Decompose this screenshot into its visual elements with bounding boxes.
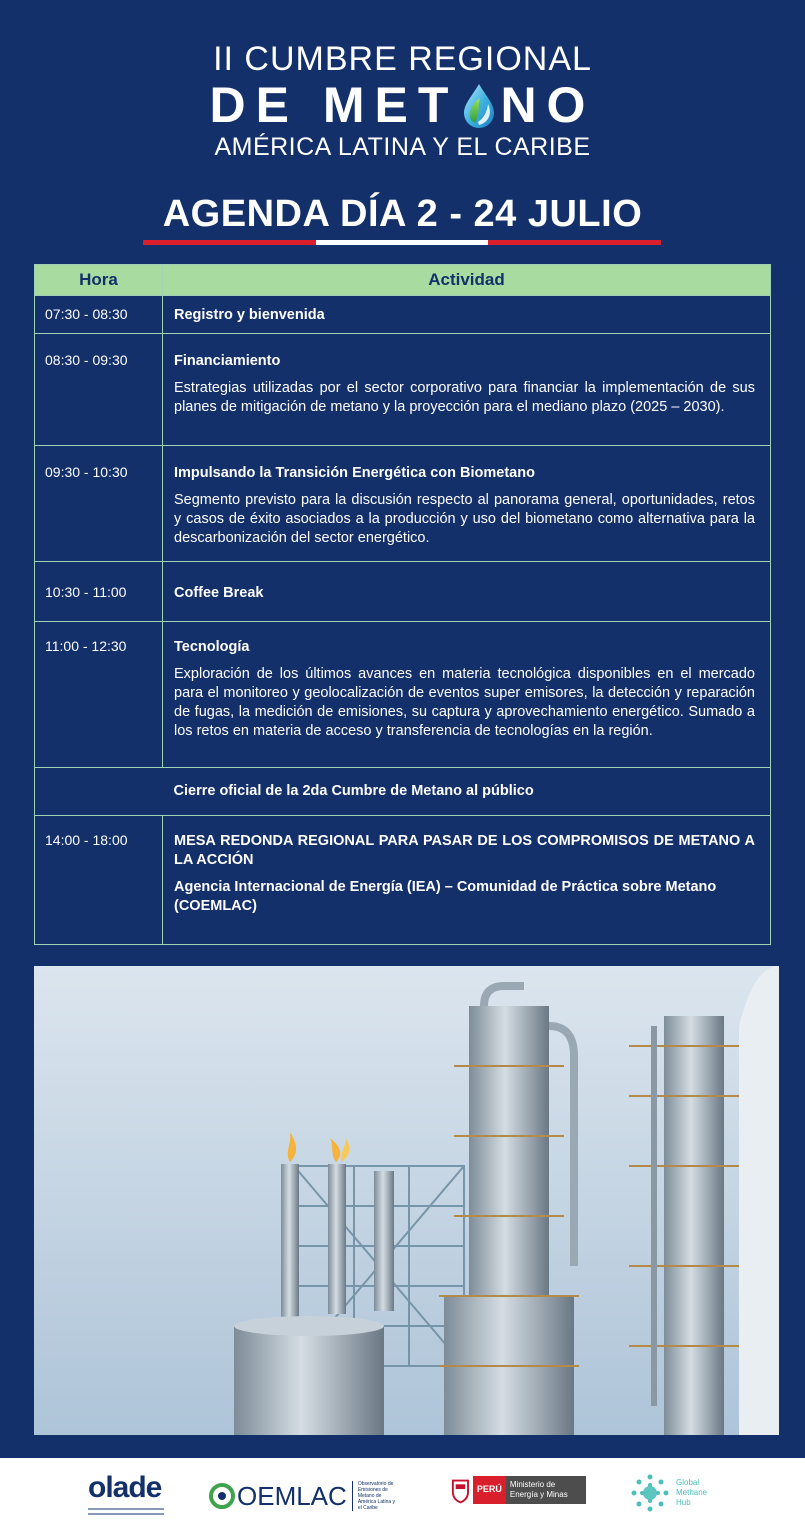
activity-title: Impulsando la Transición Energética con Biometano [174,465,535,481]
activity-title: Cierre oficial de la 2da Cumbre de Metano al público [173,783,534,799]
row-activity [163,334,771,446]
row-time: 10:30 - 11:00 [35,562,163,622]
row-time: 11:00 - 12:30 [35,622,163,768]
agenda-title: AGENDA DÍA 2 - 24 JULIO [162,193,643,235]
table-row [35,296,771,334]
row-activity [163,768,771,816]
event-title-part1: DE MET [209,77,459,133]
activity-title: Financiamiento [174,353,281,369]
minem-logo [450,1476,586,1504]
row-activity [163,296,771,334]
row-time [35,768,163,816]
table-row [35,446,771,562]
column-header-actividad: Actividad [163,265,771,296]
activity-title: MESA REDONDA REGIONAL PARA PASAR DE LOS COMPROMISOS DE METANO A LA ACCIÓN [174,833,755,868]
table-header [35,265,771,296]
activity-description: Estrategias utilizadas por el sector corporativo para financiar la implementación de sus planes de mitigación de metano y la proyección para el mediano plazo (2025 – 2030). [174,380,755,415]
flag-divider [143,240,661,245]
activity-title: Coffee Break [174,585,264,601]
table-row [35,622,771,768]
table-row [35,562,771,622]
event-header [0,40,805,162]
event-title-line2 [0,78,805,132]
agenda-table [34,264,771,945]
row-activity [163,562,771,622]
oemlac-logo-text: OEMLAC [237,1480,347,1511]
oemlac-logo [209,1476,409,1516]
row-time: 14:00 - 18:00 [35,816,163,945]
event-title-part2: NO [500,77,596,133]
peru-label: PERÚ [473,1476,506,1504]
methane-drop-icon [462,82,496,128]
row-time: 08:30 - 09:30 [35,334,163,446]
column-header-hora: Hora [35,265,163,296]
table-row [35,768,771,816]
peru-shield-icon [450,1476,471,1504]
olade-logo [88,1472,168,1520]
gmh-dots-icon [628,1471,672,1515]
activity-title: Tecnología [174,639,250,655]
event-title-line1: II CUMBRE REGIONAL [213,40,592,78]
global-methane-hub-logo [628,1468,728,1518]
row-activity [163,446,771,562]
row-activity [163,622,771,768]
table-row [35,334,771,446]
row-time: 09:30 - 10:30 [35,446,163,562]
refinery-photo [34,966,779,1435]
olade-logo-text: olade [88,1471,162,1504]
row-time: 07:30 - 08:30 [35,296,163,334]
activity-description: Exploración de los últimos avances en materia tecnológica disponibles en el mercado para el monitoreo y geolocalización de eventos super emisores, la detección y reparación de fugas, la medición de emisiones, su captura y aprovechamiento energético. Sumado a los retos en materia de acceso y transferencia de tecnologías en la región. [174,666,755,739]
activity-title: Registro y bienvenida [174,307,325,323]
refinery-towers-photo-icon [34,966,779,1435]
row-activity [163,816,771,945]
oemlac-circle-icon [209,1483,235,1509]
activity-description: Segmento previsto para la discusión respecto al panorama general, oportunidades, retos y casos de éxito asociados a la producción y uso del biometano como alternativa para la descarbonización del sector energético. [174,492,755,546]
ministerio-label: Ministerio de Energía y Minas [506,1476,586,1504]
event-subtitle: AMÉRICA LATINA Y EL CARIBE [214,133,591,161]
sponsors-footer [0,1458,805,1536]
gmh-label: Global Methane Hub [676,1478,708,1507]
activity-organizers: Agencia Internacional de Energía (IEA) – Comunidad de Práctica sobre Metano (COEMLAC) [174,879,717,914]
olade-tagline-lines [88,1508,164,1510]
table-row [35,816,771,945]
oemlac-subtitle: Observatorio de Emisiones de Metano de América Latina y el Caribe [357,1481,396,1511]
